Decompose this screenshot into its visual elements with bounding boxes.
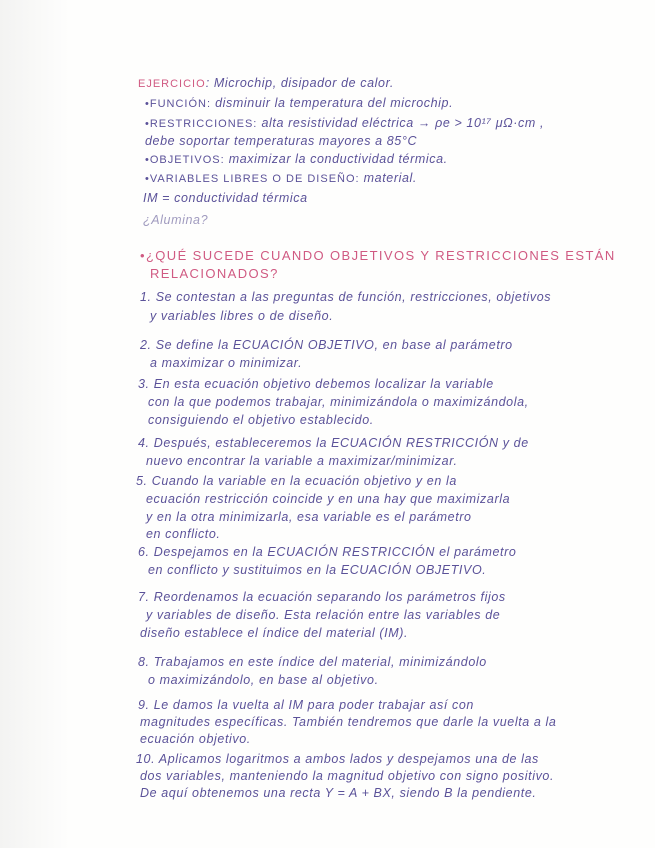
step-2: 2. Se define la ECUACIÓN OBJETIVO, en base al parámetro xyxy=(140,338,513,352)
step-3-cont: consiguiendo el objetivo establecido. xyxy=(148,413,374,427)
step-10: 10. Aplicamos logaritmos a ambos lados y despejamos una de las xyxy=(136,752,539,766)
step-5: 5. Cuando la variable en la ecuación objetivo y en la xyxy=(136,474,457,488)
step-5-cont: y en la otra minimizarla, esa variable es el parámetro xyxy=(146,510,472,524)
alumina-note: ¿Alumina? xyxy=(143,213,209,227)
step-8-cont: o maximizándolo, en base al objetivo. xyxy=(148,673,379,687)
step-7-cont: diseño establece el índice del material (IM). xyxy=(140,626,409,640)
step-9: 9. Le damos la vuelta al IM para poder trabajar así con xyxy=(138,698,474,712)
bullet-text: alta resistividad eléctrica → ρe > 10¹⁷ μΩ·cm , xyxy=(261,116,545,130)
step-10-cont: dos variables, manteniendo la magnitud objetivo con signo positivo. xyxy=(140,769,555,783)
question-heading-cont: RELACIONADOS? xyxy=(150,266,279,281)
page-edge-shadow xyxy=(0,0,70,848)
bullet-text: debe soportar temperaturas mayores a 85°C xyxy=(145,134,418,148)
bullet-function xyxy=(145,96,453,110)
bullet-text: maximizar la conductividad térmica. xyxy=(228,152,448,166)
bullet-text: material. xyxy=(363,171,418,185)
step-10-cont: De aquí obtenemos una recta Y = A + BX, siendo B la pendiente. xyxy=(140,786,537,800)
step-5-cont: ecuación restricción coincide y en una hay que maximizarla xyxy=(146,492,511,506)
exercise-label: EJERCICIO xyxy=(138,78,206,90)
question-heading: •¿QUÉ SUCEDE CUANDO OBJETIVOS Y RESTRICCIONES ESTÁN xyxy=(140,248,616,263)
step-2-cont: a maximizar o minimizar. xyxy=(150,356,303,370)
step-3: 3. En esta ecuación objetivo debemos localizar la variable xyxy=(138,377,494,391)
step-8: 8. Trabajamos en este índice del material, minimizándolo xyxy=(138,655,487,669)
step-1-cont: y variables libres o de diseño. xyxy=(150,309,334,323)
bullet-label: •RESTRICCIONES: xyxy=(145,118,258,130)
step-9-cont: magnitudes específicas. También tendremos que darle la vuelta a la xyxy=(140,715,557,729)
step-7-cont: y variables de diseño. Esta relación entre las variables de xyxy=(146,608,501,622)
bullet-label: •OBJETIVOS: xyxy=(145,154,225,166)
step-5-cont: en conflicto. xyxy=(146,527,221,541)
step-1: 1. Se contestan a las preguntas de función, restricciones, objetivos xyxy=(140,290,552,304)
step-4-cont: nuevo encontrar la variable a maximizar/minimizar. xyxy=(146,454,458,468)
step-7: 7. Reordenamos la ecuación separando los parámetros fijos xyxy=(138,590,506,604)
step-6: 6. Despejamos en la ECUACIÓN RESTRICCIÓN el parámetro xyxy=(138,545,517,559)
bullet-label: •FUNCIÓN: xyxy=(145,98,212,110)
material-index-line: IM = conductividad térmica xyxy=(143,191,308,205)
bullet-restrictions xyxy=(145,116,544,130)
bullet-objectives xyxy=(145,152,448,166)
bullet-variables xyxy=(145,171,417,185)
bullet-label: •VARIABLES LIBRES O DE DISEÑO: xyxy=(145,173,360,185)
step-3-cont: con la que podemos trabajar, minimizándola o maximizándola, xyxy=(148,395,529,409)
bullet-restrictions-cont xyxy=(145,134,417,148)
exercise-line: EJERCICIO: Microchip, disipador de calor. xyxy=(138,76,394,90)
step-4: 4. Después, estableceremos la ECUACIÓN RESTRICCIÓN y de xyxy=(138,436,529,450)
exercise-title: Microchip, disipador de calor. xyxy=(213,76,394,90)
step-6-cont: en conflicto y sustituimos en la ECUACIÓN OBJETIVO. xyxy=(148,563,487,577)
step-9-cont: ecuación objetivo. xyxy=(140,732,251,746)
bullet-text: disminuir la temperatura del microchip. xyxy=(215,96,454,110)
